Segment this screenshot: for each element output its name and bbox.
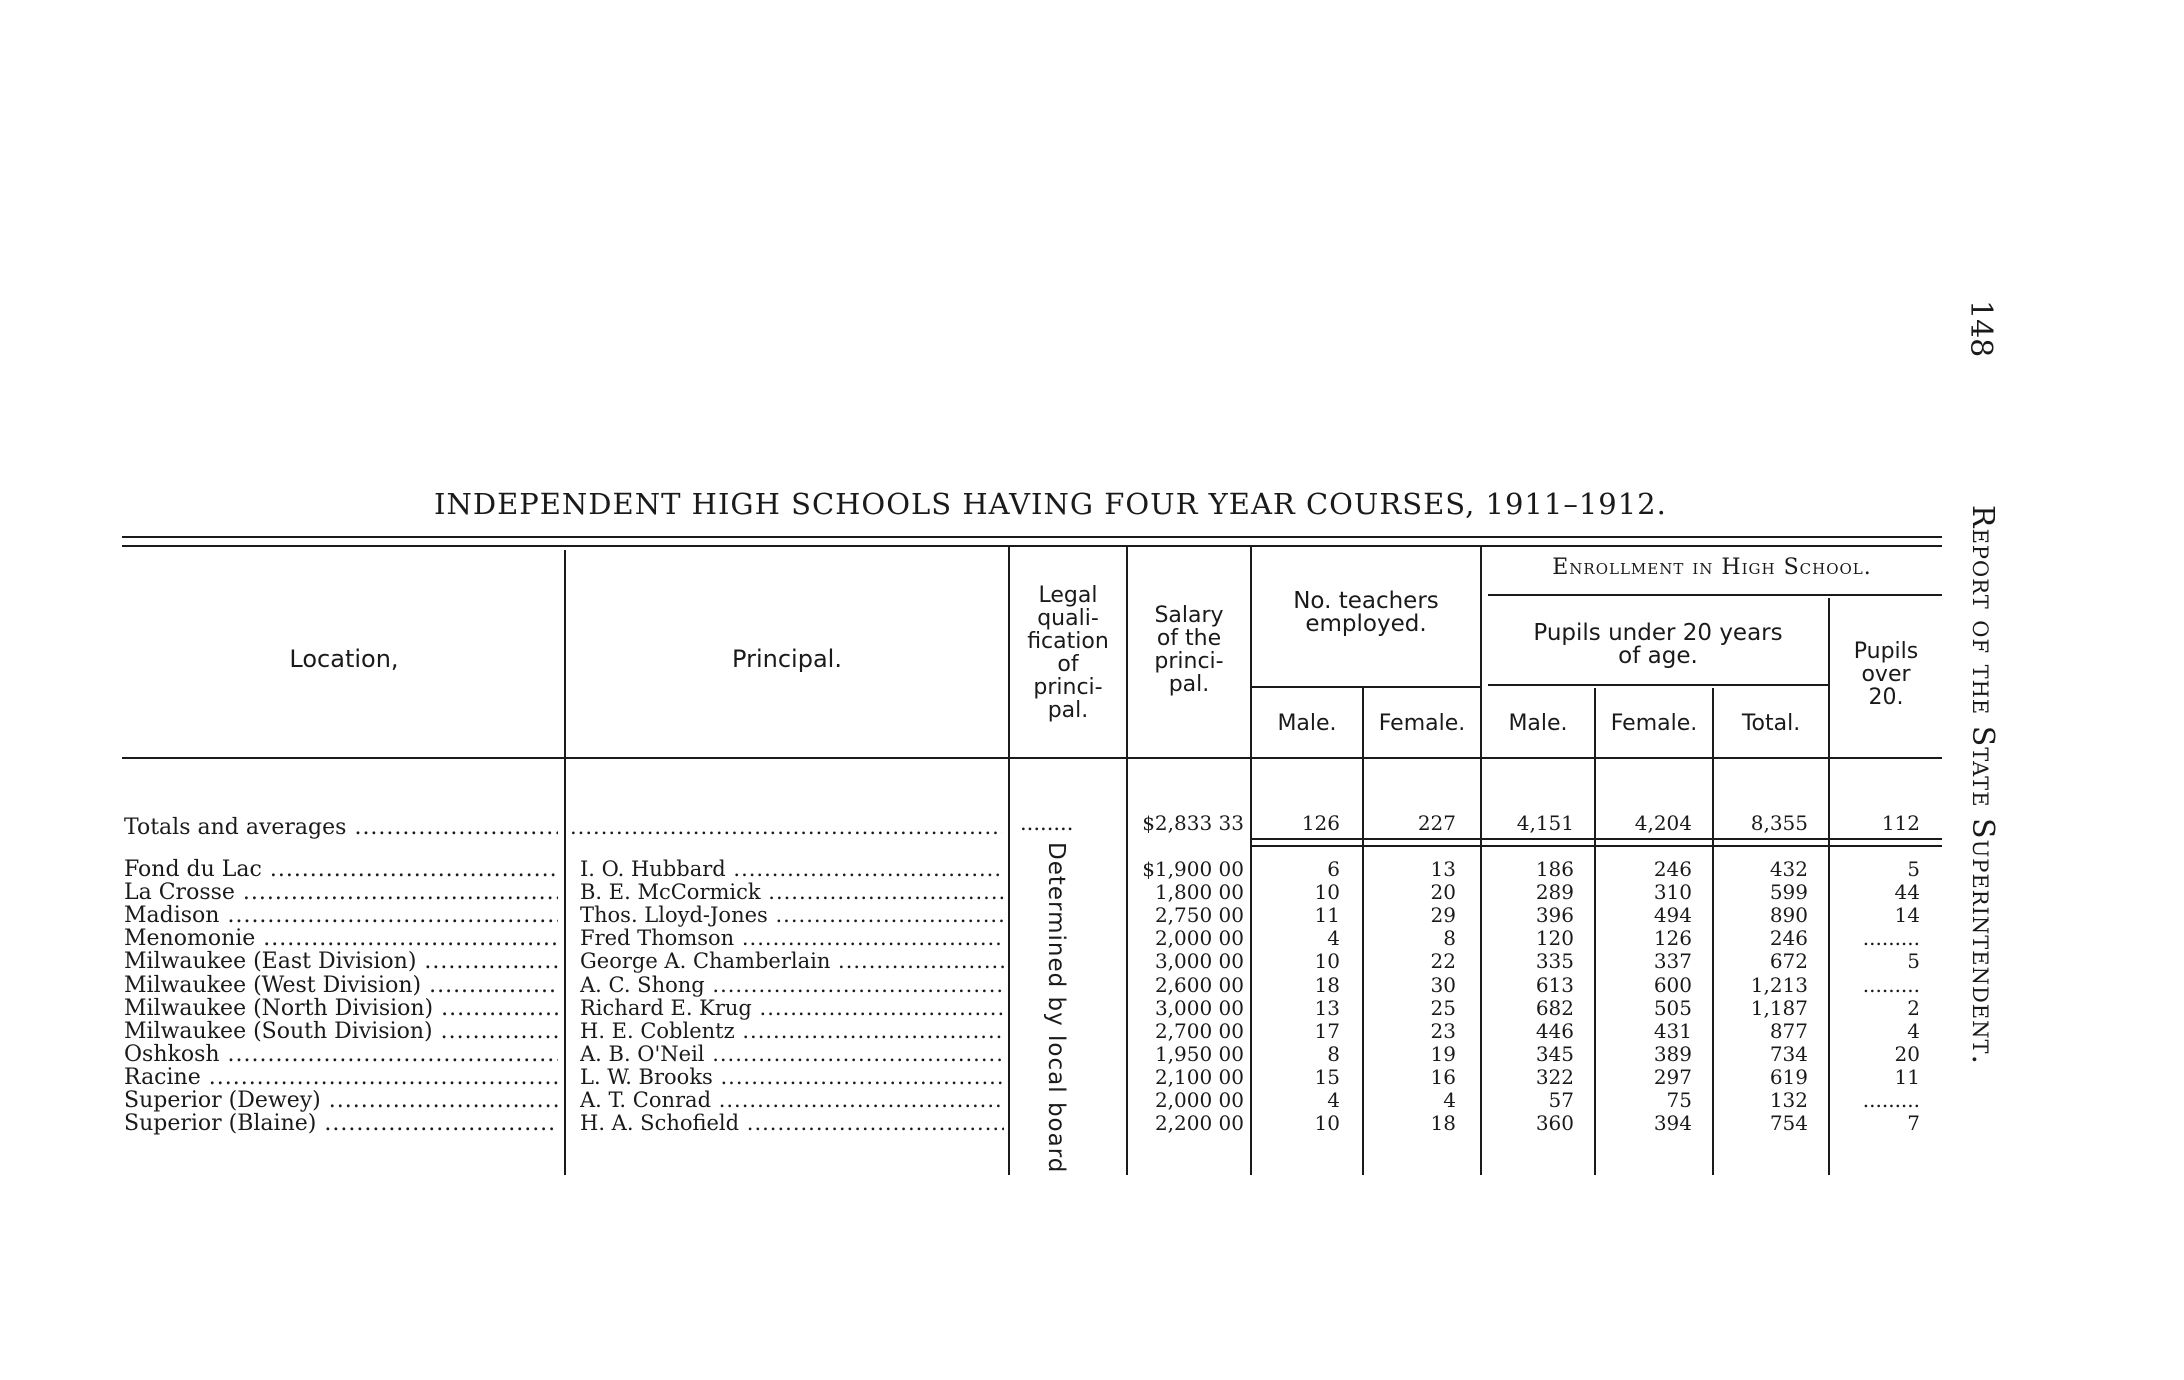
header-under20: Pupils under 20 years of age. xyxy=(1533,620,1783,669)
row-principal: A. C. Shong ..... xyxy=(580,974,1004,997)
row-enroll-female: 337 xyxy=(1653,949,1692,973)
header-principal: Principal. xyxy=(732,645,842,673)
row-teachers-male: 11 xyxy=(1314,903,1340,927)
totals-principal xyxy=(570,816,1002,839)
row-enroll-total: 619 xyxy=(1769,1065,1808,1089)
row-location: Fond du Lac ..... xyxy=(124,858,558,881)
row-enroll-female: 394 xyxy=(1653,1111,1692,1135)
row-enroll-male: 613 xyxy=(1535,973,1574,997)
top-rule-1 xyxy=(122,536,1942,538)
row-principal: Thos. Lloyd-Jones ..... xyxy=(580,904,1004,927)
row-principal: Richard E. Krug ..... xyxy=(580,997,1004,1020)
row-location: Milwaukee (West Division) ..... xyxy=(124,974,558,997)
row-location: Milwaukee (East Division) ..... xyxy=(124,950,558,973)
row-enroll-male: 682 xyxy=(1535,996,1574,1020)
row-teachers-female: 18 xyxy=(1430,1111,1456,1135)
row-over20: 7 xyxy=(1907,1111,1920,1135)
header-under20-female: Female. xyxy=(1610,711,1698,736)
under20-sub-rule xyxy=(1488,684,1828,686)
row-enroll-female: 310 xyxy=(1653,880,1692,904)
totals-teachers-male: 126 xyxy=(1301,811,1340,835)
row-location: La Crosse ..... xyxy=(124,881,558,904)
totals-enroll-male: 4,151 xyxy=(1516,811,1574,835)
row-enroll-female: 389 xyxy=(1653,1042,1692,1066)
row-teachers-male: 4 xyxy=(1327,926,1340,950)
row-teachers-female: 25 xyxy=(1430,996,1456,1020)
row-teachers-male: 10 xyxy=(1314,1111,1340,1135)
row-teachers-male: 17 xyxy=(1314,1019,1340,1043)
header-teachers: No. teachers employed. xyxy=(1293,588,1439,637)
row-enroll-female: 505 xyxy=(1653,996,1692,1020)
col-rule-emale xyxy=(1594,688,1596,1175)
row-enroll-total: 246 xyxy=(1769,926,1808,950)
row-teachers-male: 13 xyxy=(1314,996,1340,1020)
row-location: Superior (Blaine) ..... xyxy=(124,1112,558,1135)
row-enroll-male: 186 xyxy=(1535,857,1574,881)
row-salary: 3,000 00 xyxy=(1154,949,1244,973)
totals-legal: ........ xyxy=(1020,811,1074,835)
row-enroll-total: 734 xyxy=(1769,1042,1808,1066)
row-over20: 20 xyxy=(1894,1042,1920,1066)
top-rule-2 xyxy=(122,545,1942,547)
row-over20: 2 xyxy=(1907,996,1920,1020)
row-salary: 2,600 00 xyxy=(1154,973,1244,997)
row-teachers-female: 20 xyxy=(1430,880,1456,904)
col-rule-efemale xyxy=(1712,688,1714,1175)
row-enroll-female: 246 xyxy=(1653,857,1692,881)
row-teachers-female: 13 xyxy=(1430,857,1456,881)
header-under20-male: Male. xyxy=(1508,711,1568,736)
row-salary: 2,200 00 xyxy=(1154,1111,1244,1135)
row-salary: 2,000 00 xyxy=(1154,1088,1244,1112)
row-principal: B. E. McCormick ..... xyxy=(580,881,1004,904)
row-salary: 1,800 00 xyxy=(1154,880,1244,904)
header-bottom-rule xyxy=(122,757,1942,759)
row-enroll-total: 432 xyxy=(1769,857,1808,881)
row-location: Oshkosh ..... xyxy=(124,1043,558,1066)
totals-over20: 112 xyxy=(1881,811,1920,835)
row-salary: 3,000 00 xyxy=(1154,996,1244,1020)
row-teachers-male: 4 xyxy=(1327,1088,1340,1112)
row-enroll-female: 75 xyxy=(1666,1088,1692,1112)
header-enrollment: Enrollment in High School. xyxy=(1552,555,1872,580)
row-teachers-female: 30 xyxy=(1430,973,1456,997)
totals-rule-1 xyxy=(1252,838,1942,840)
col-rule-location xyxy=(564,550,566,1175)
row-teachers-male: 10 xyxy=(1314,949,1340,973)
row-salary: $1,900 00 xyxy=(1142,857,1244,881)
row-salary: 1,950 00 xyxy=(1154,1042,1244,1066)
row-over20: 5 xyxy=(1907,949,1920,973)
row-principal: L. W. Brooks ..... xyxy=(580,1066,1004,1089)
row-over20: 4 xyxy=(1907,1019,1920,1043)
row-teachers-female: 23 xyxy=(1430,1019,1456,1043)
row-enroll-total: 1,213 xyxy=(1750,973,1808,997)
totals-enroll-total: 8,355 xyxy=(1750,811,1808,835)
row-teachers-male: 6 xyxy=(1327,857,1340,881)
row-salary: 2,100 00 xyxy=(1154,1065,1244,1089)
totals-enroll-female: 4,204 xyxy=(1634,811,1692,835)
header-location: Location, xyxy=(289,645,399,673)
row-enroll-total: 754 xyxy=(1769,1111,1808,1135)
row-principal: I. O. Hubbard ..... xyxy=(580,858,1004,881)
row-enroll-total: 672 xyxy=(1769,949,1808,973)
row-location: Superior (Dewey) ..... xyxy=(124,1089,558,1112)
col-rule-teachers xyxy=(1480,545,1482,1175)
running-head: Report of the State Superintendent. xyxy=(1965,505,2000,1066)
row-location: Milwaukee (North Division) ..... xyxy=(124,997,558,1020)
totals-salary: $2,833 33 xyxy=(1142,811,1244,835)
row-over20: ......... xyxy=(1862,1088,1920,1112)
header-over20: Pupils over 20. xyxy=(1853,639,1919,710)
row-teachers-female: 19 xyxy=(1430,1042,1456,1066)
header-legal: Legal quali- fication of princi- pal. xyxy=(1027,583,1109,723)
row-enroll-total: 599 xyxy=(1769,880,1808,904)
legal-qualification-note: Determined by local board xyxy=(1043,842,1069,1174)
row-over20: 5 xyxy=(1907,857,1920,881)
row-salary: 2,700 00 xyxy=(1154,1019,1244,1043)
row-enroll-total: 132 xyxy=(1769,1088,1808,1112)
row-enroll-female: 600 xyxy=(1653,973,1692,997)
row-enroll-male: 396 xyxy=(1535,903,1574,927)
row-enroll-male: 322 xyxy=(1535,1065,1574,1089)
row-teachers-female: 8 xyxy=(1443,926,1456,950)
row-enroll-male: 446 xyxy=(1535,1019,1574,1043)
row-enroll-total: 1,187 xyxy=(1750,996,1808,1020)
header-under20-total: Total. xyxy=(1741,711,1801,736)
header-teachers-male: Male. xyxy=(1277,711,1337,736)
col-rule-salary xyxy=(1250,545,1252,1175)
row-enroll-female: 494 xyxy=(1653,903,1692,927)
header-teachers-female: Female. xyxy=(1378,711,1466,736)
row-teachers-male: 18 xyxy=(1314,973,1340,997)
row-principal: H. E. Coblentz ..... xyxy=(580,1020,1004,1043)
page-number: 148 xyxy=(1963,300,1998,358)
row-enroll-total: 877 xyxy=(1769,1019,1808,1043)
row-over20: ......... xyxy=(1862,926,1920,950)
totals-label: Totals and averages ..... xyxy=(124,816,558,839)
row-salary: 2,750 00 xyxy=(1154,903,1244,927)
table-title: INDEPENDENT HIGH SCHOOLS HAVING FOUR YEAR COURSES, 1911–1912. xyxy=(434,487,1667,521)
col-rule-tmale xyxy=(1362,688,1364,1175)
row-location: Milwaukee (South Division) ..... xyxy=(124,1020,558,1043)
row-location: Madison ..... xyxy=(124,904,558,927)
row-teachers-male: 15 xyxy=(1314,1065,1340,1089)
row-enroll-female: 297 xyxy=(1653,1065,1692,1089)
row-enroll-male: 120 xyxy=(1535,926,1574,950)
row-principal: Fred Thomson ..... xyxy=(580,927,1004,950)
enrollment-sub-rule xyxy=(1488,594,1942,596)
row-over20: 44 xyxy=(1894,880,1920,904)
row-enroll-female: 431 xyxy=(1653,1019,1692,1043)
row-over20: 11 xyxy=(1894,1065,1920,1089)
row-teachers-male: 10 xyxy=(1314,880,1340,904)
row-over20: 14 xyxy=(1894,903,1920,927)
row-enroll-male: 345 xyxy=(1535,1042,1574,1066)
row-teachers-female: 16 xyxy=(1430,1065,1456,1089)
totals-rule-2 xyxy=(1252,845,1942,847)
teachers-sub-rule xyxy=(1252,686,1480,688)
row-principal: H. A. Schofield ..... xyxy=(580,1112,1004,1135)
row-teachers-male: 8 xyxy=(1327,1042,1340,1066)
row-teachers-female: 22 xyxy=(1430,949,1456,973)
totals-teachers-female: 227 xyxy=(1417,811,1456,835)
row-salary: 2,000 00 xyxy=(1154,926,1244,950)
row-over20: ......... xyxy=(1862,973,1920,997)
header-salary: Salary of the princi- pal. xyxy=(1154,603,1224,697)
row-enroll-total: 890 xyxy=(1769,903,1808,927)
row-location: Racine ..... xyxy=(124,1066,558,1089)
row-teachers-female: 29 xyxy=(1430,903,1456,927)
row-principal: A. T. Conrad ..... xyxy=(580,1089,1004,1112)
row-enroll-male: 57 xyxy=(1548,1088,1574,1112)
row-enroll-female: 126 xyxy=(1653,926,1692,950)
row-enroll-male: 360 xyxy=(1535,1111,1574,1135)
row-location: Menomonie ..... xyxy=(124,927,558,950)
row-enroll-male: 289 xyxy=(1535,880,1574,904)
row-principal: A. B. O'Neil ..... xyxy=(580,1043,1004,1066)
row-teachers-female: 4 xyxy=(1443,1088,1456,1112)
row-principal: George A. Chamberlain ..... xyxy=(580,950,1004,973)
row-enroll-male: 335 xyxy=(1535,949,1574,973)
